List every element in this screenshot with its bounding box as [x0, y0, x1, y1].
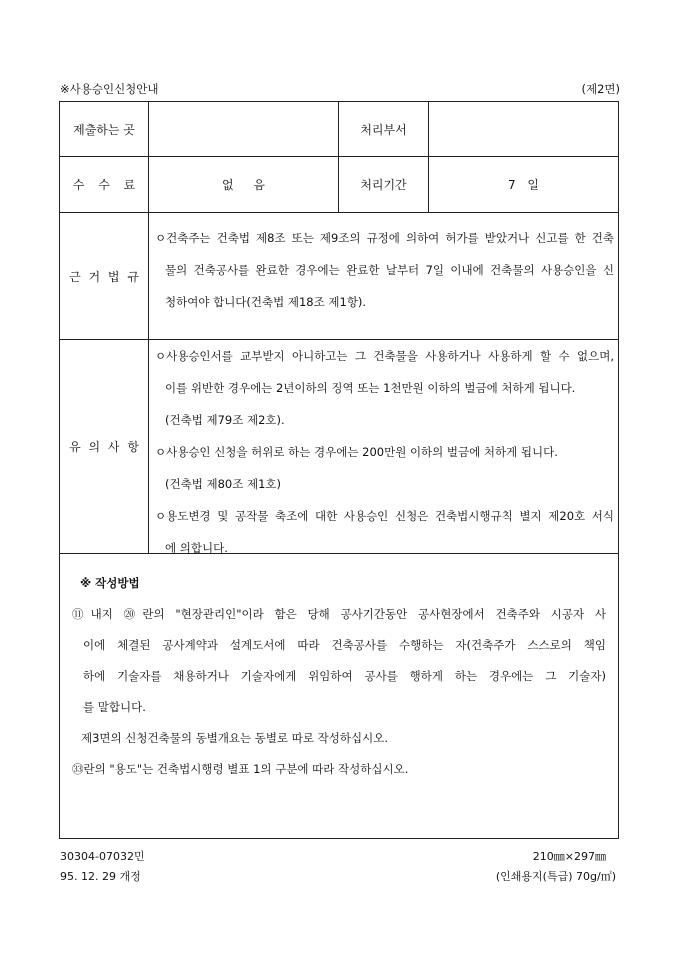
method-line: 제3면의 신청건축물의 동별개요는 동별로 따로 작성하십시오. [81, 731, 388, 745]
submit-value [149, 102, 339, 156]
note-line: (건축법 제80조 제1호) [165, 477, 281, 491]
notes-row [60, 340, 618, 554]
fee-label: 수 수 료 [60, 157, 149, 212]
note-line: ㅇ사용승인 신청을 허위로 하는 경우에는 200만원 이하의 벌금에 처하게 됩니다. [155, 445, 558, 459]
paper-size: 210㎜×297㎜ [532, 850, 606, 863]
basis-line: 청하여야 합니다(건축법 제18조 제1항). [165, 295, 367, 309]
fee-row [60, 157, 618, 213]
note-line: (건축법 제79조 제2호). [165, 413, 285, 427]
paper-spec: (인쇄용지(특급) 70g/㎡) [495, 870, 616, 883]
basis-line: ㅇ건축주는 건축법 제8조 또는 제9조의 규정에 의하여 허가를 받았거나 신고를 한 건축 [155, 231, 614, 245]
legal-basis-row [60, 213, 618, 340]
method-line: ㉝란의 "용도"는 건축법시행령 별표 1의 구분에 따라 작성하십시오. [72, 762, 409, 776]
note-line: 에 의합니다. [165, 541, 228, 555]
notes-content [149, 340, 618, 553]
page-number: (제2면) [581, 82, 620, 96]
basis-content [149, 213, 618, 339]
fee-value: 없 음 [149, 157, 339, 212]
method-line: 를 말합니다. [83, 700, 146, 714]
note-line: ㅇ용도변경 및 공작물 축조에 대한 사용승인 신청은 건축법시행규칙 별지 제20호 서식 [155, 509, 614, 523]
method-line: 이에 체결된 공사계약과 설계도서에 따라 건축공사를 수행하는 자(건축주가 스스로의 책임 [83, 638, 606, 652]
dept-value [429, 102, 618, 156]
period-label: 처리기간 [339, 157, 429, 212]
guide-table [59, 101, 619, 839]
form-guide-title: ※사용승인신청안내 [60, 82, 159, 96]
basis-label: 근 거 법 규 [60, 213, 149, 339]
method-title: ※ 작성방법 [80, 576, 140, 590]
notes-label: 유 의 사 항 [60, 340, 149, 553]
note-line: 이를 위반한 경우에는 2년이하의 징역 또는 1천만원 이하의 벌금에 처하게 됩니다. [165, 381, 576, 395]
period-value: 7 일 [507, 178, 540, 192]
revision-date: 95. 12. 29 개정 [60, 870, 141, 883]
basis-line: 물의 건축공사를 완료한 경우에는 완료한 날부터 7일 이내에 건축물의 사용승인을 신 [165, 263, 614, 277]
method-line: ⑪내지 ⑳란의 "현장관리인"이라 함은 당해 공사기간동안 공사현장에서 건축주와 시공자 사 [72, 607, 606, 621]
dept-label: 처리부서 [339, 102, 429, 156]
note-line: ㅇ사용승인서를 교부받지 아니하고는 그 건축물을 사용하거나 사용하게 할 수 없으며, [155, 349, 614, 363]
submission-row [60, 102, 618, 157]
submit-label: 제출하는 곳 [60, 102, 149, 156]
writing-method [60, 554, 618, 838]
form-code: 30304-07032민 [60, 850, 145, 863]
method-line: 하에 기술자를 채용하거나 기술자에게 위임하여 공사를 행하게 하는 경우에는 그 기술자) [83, 669, 606, 683]
